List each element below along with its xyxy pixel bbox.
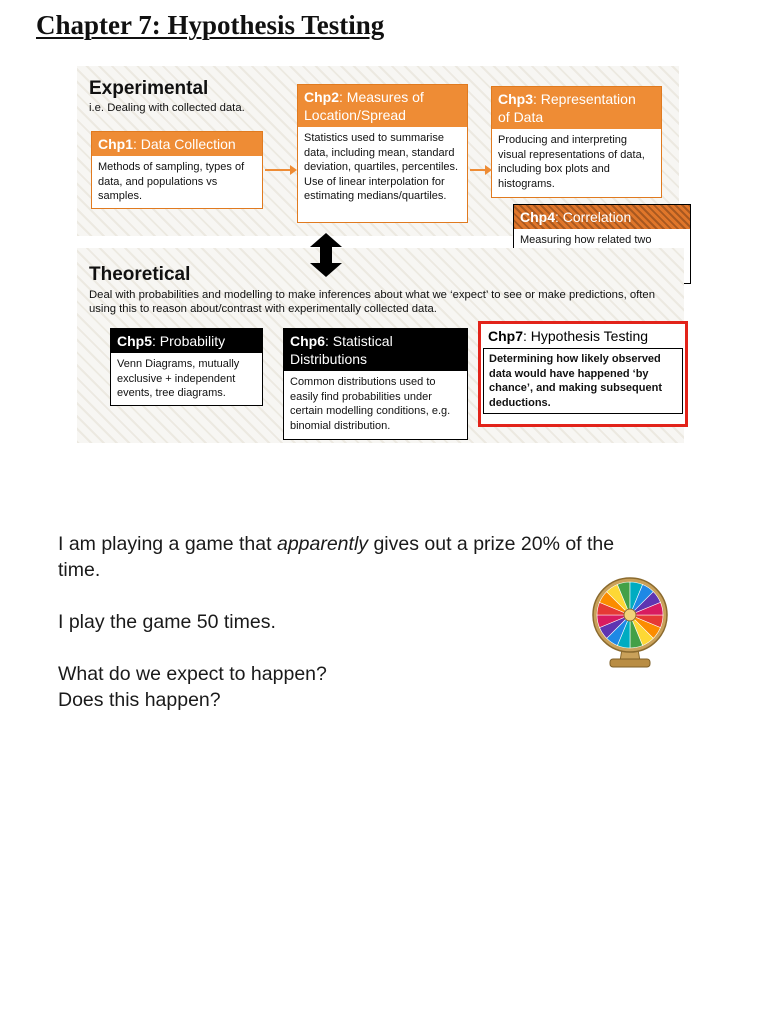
question-line-4: What do we expect to happen?	[58, 663, 327, 685]
chapter-title-line2: of Data	[498, 109, 544, 125]
chapter-card-header	[111, 329, 262, 353]
chapter-title: : Hypothesis Testing	[523, 328, 649, 344]
double-arrow-icon	[306, 232, 346, 278]
prize-wheel-icon	[590, 575, 670, 671]
chapter-card-chp3	[491, 86, 662, 198]
chapter-card-header	[514, 205, 690, 229]
chapter-card-chp5	[110, 328, 263, 406]
chapter-card-body: Methods of sampling, types of data, and populations vs samples.	[98, 161, 245, 202]
question-line-3: I play the game 50 times.	[58, 611, 276, 633]
question-emphasis: apparently	[276, 533, 369, 555]
chapter-card-chp6	[283, 328, 468, 440]
chapter-title: : Measures of	[339, 89, 424, 105]
chapter-number: Chp6	[290, 333, 325, 349]
question-text: gives out a prize 20% of the	[368, 533, 615, 555]
chapter-card-body: Common distributions used to easily find probabilities under certain modelling conditions, e.g. binomial distribution.	[290, 376, 451, 432]
chapter-card-header	[298, 85, 467, 127]
chapter-number: Chp1	[98, 136, 133, 152]
chapter-card-body: Measuring how related two	[520, 234, 652, 246]
question-line-2: time.	[58, 559, 101, 581]
chapter-title: : Data Collection	[133, 136, 236, 152]
experimental-subheading: i.e. Dealing with collected data.	[89, 102, 245, 114]
chapter-card-header	[492, 87, 661, 129]
chapter-number: Chp2	[304, 89, 339, 105]
chapter-number: Chp3	[498, 91, 533, 107]
right-arrow-icon	[263, 162, 299, 178]
question-line-1	[58, 531, 614, 557]
question-text: I am playing a game that	[58, 533, 277, 555]
chapter-title: : Representation	[533, 91, 636, 107]
chapter-card-header	[284, 329, 467, 371]
chapter-number: Chp4	[520, 209, 555, 225]
chapter-card-header	[481, 324, 685, 348]
chapter-card-body: Venn Diagrams, mutually exclusive + independent events, tree diagrams.	[117, 358, 240, 399]
chapter-card-chp2	[297, 84, 468, 223]
chapter-title: : Correlation	[555, 209, 632, 225]
chapter-title: : Statistical	[325, 333, 393, 349]
right-arrow-icon	[468, 162, 494, 178]
chapter-number: Chp7	[488, 328, 523, 344]
experimental-heading: Experimental	[89, 78, 209, 99]
page-title: Chapter 7: Hypothesis Testing	[36, 10, 385, 40]
chapter-card-inner	[483, 348, 683, 414]
theoretical-description: Deal with probabilities and modelling to make inferences about what we ‘expect’ to see or make predictions, often using this to reason about/contrast with experimentally collected data.	[89, 289, 655, 315]
chapter-title: : Probability	[152, 333, 226, 349]
chapter-card-body: Determining how likely observed data would have happened ‘by chance’, and making subsequent deductions.	[489, 353, 662, 409]
question-line-5: Does this happen?	[58, 689, 221, 711]
chapter-card-body: Statistics used to summarise data, including mean, standard deviation, quartiles, percentiles. Use of linear interpolation for estimating medians/quartiles.	[304, 132, 459, 202]
chapter-title-line2: Distributions	[290, 351, 368, 367]
chapter-card-body: Producing and interpreting visual representations of data, including box plots and histograms.	[498, 134, 645, 190]
chapter-card-chp1	[91, 131, 263, 209]
theoretical-heading: Theoretical	[89, 264, 191, 285]
chapter-number: Chp5	[117, 333, 152, 349]
chapter-card-chp7	[478, 321, 688, 427]
chapter-title-line2: Location/Spread	[304, 107, 406, 123]
chapter-card-header	[92, 132, 262, 156]
